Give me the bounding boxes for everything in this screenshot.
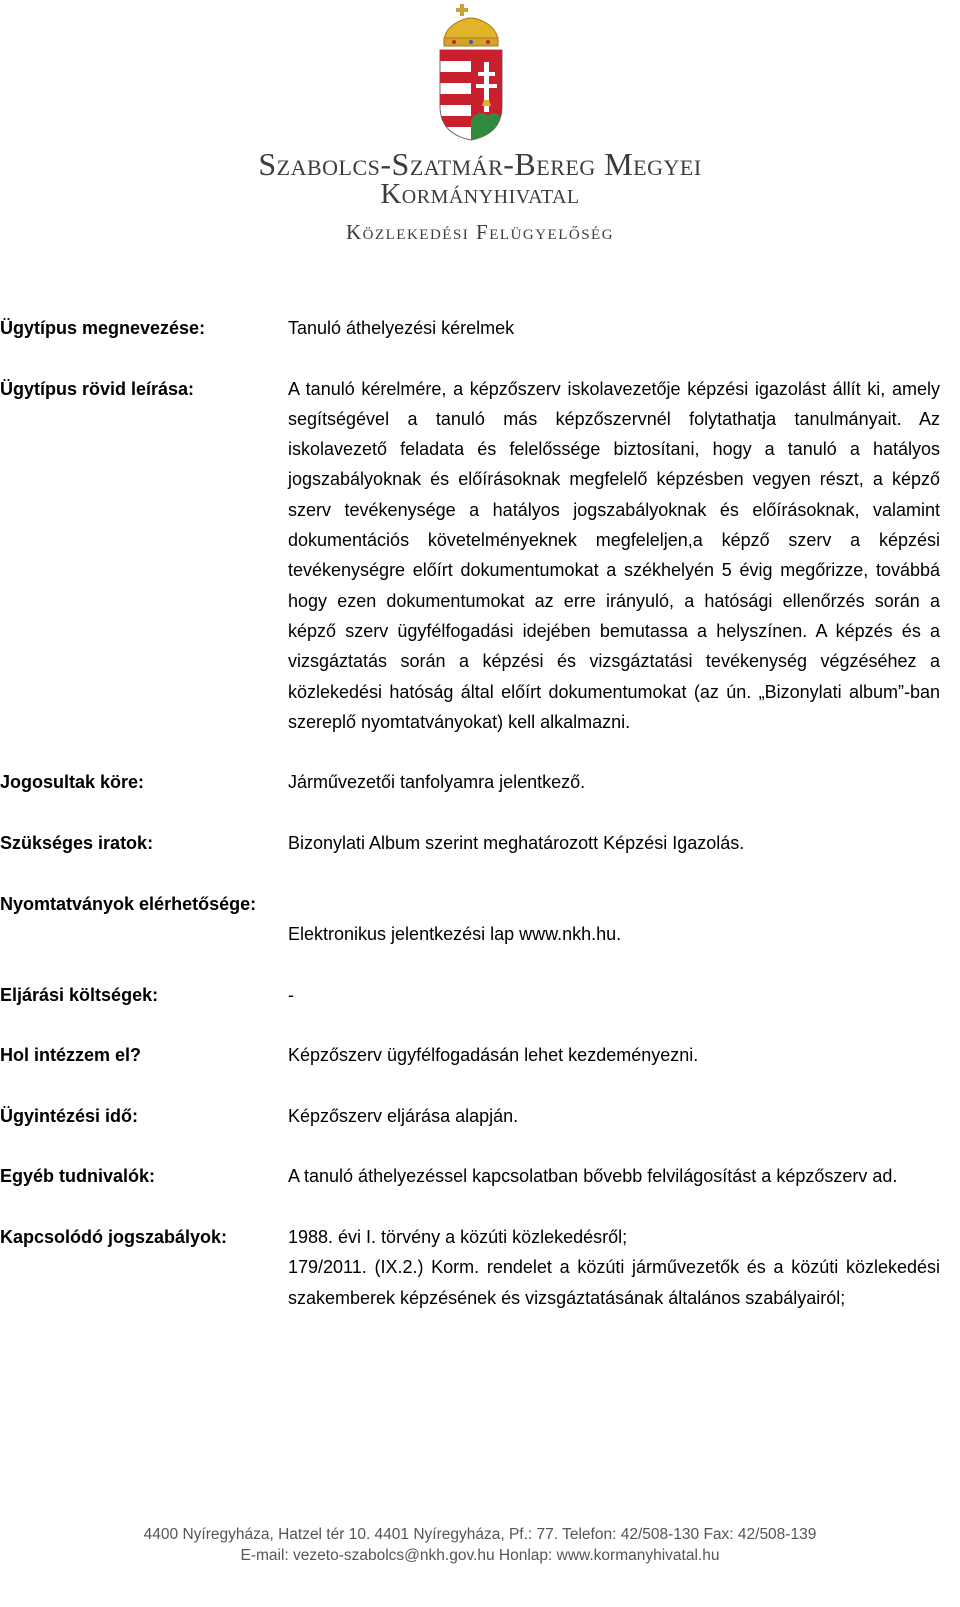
field-row-iratok: [0, 828, 945, 858]
field-label: Ügyintézési idő:: [0, 1105, 139, 1126]
field-value: A tanuló áthelyezéssel kapcsolatban bővebb felvilágosítást a képzőszerv ad.: [288, 1166, 898, 1187]
footer-contact: E-mail: vezeto-szabolcs@nkh.gov.hu Honlap: www.kormanyhivatal.hu: [240, 1547, 720, 1564]
field-value: A tanuló kérelmére, a képzőszerv iskolavezetője képzési igazolást állít ki, amely segítségével a tanuló más képzőszervnél folytathatja tanulmányait. Az iskolavezető feladata és felelőssége biztosítani, hogy a tanuló a hatályos jogszabályoknak és előírásoknak megfelelő képzésben vegyen részt, a képző szerv tevékenysége a hatályos jogszabályoknak és előírásoknak, valamint dokumentációs követelményeknek megfeleljen,a képző szerv a képzési tevékenységre előírt dokumentumokat a székhelyén 5 évig megőrizze, továbbá hogy ezen dokumentumokat az erre irányuló, a hatósági ellenőrzés során a képző szerv ügyfélfogadási idejében bemutassa a helyszínen. A képzés és a vizsgáztatás során a képzési és vizsgáztatási tevékenység végzéséhez a közlekedési hatóság által előírt dokumentumokat (az ún. „Bizonylati album”-ban szereplő nyomtatványokat) kell alkalmazni.: [288, 378, 940, 732]
field-value: Képzőszerv ügyfélfogadásán lehet kezdeményezni.: [288, 1045, 699, 1066]
field-value: Elektronikus jelentkezési lap www.nkh.hu.: [288, 923, 622, 944]
field-row-egyeb: [0, 1161, 945, 1191]
document-header: [0, 0, 960, 260]
field-row-hol: [0, 1040, 945, 1070]
law-reference: 1988. évi I. törvény a közúti közlekedésről;: [288, 1226, 628, 1247]
field-row-jogszabalyok: [0, 1222, 945, 1313]
field-row-ido: [0, 1101, 945, 1131]
field-value-group: [288, 1222, 940, 1313]
agency-name-line2: Kormányhivatal: [380, 178, 580, 210]
field-value: Bizonylati Album szerint meghatározott Képzési Igazolás.: [288, 833, 745, 854]
field-label: Kapcsolódó jogszabályok:: [0, 1226, 228, 1247]
field-value: Tanuló áthelyezési kérelmek: [288, 318, 515, 338]
field-label: Hol intézzem el?: [0, 1045, 142, 1066]
field-row-koltsegek: [0, 980, 945, 1010]
agency-department: Közlekedési Felügyelőség: [345, 220, 615, 244]
field-label: Ügytípus rövid leírása:: [0, 378, 195, 399]
field-row-nyomtatvanyok: [0, 889, 945, 950]
footer-address: 4400 Nyíregyháza, Hatzel tér 10. 4401 Nyíregyháza, Pf.: 77. Telefon: 42/508-130 Fax: 42/508-139: [143, 1526, 817, 1543]
case-info-table: [0, 313, 945, 1343]
field-value: Képzőszerv eljárása alapján.: [288, 1105, 519, 1126]
document-footer: [0, 1524, 960, 1566]
field-value: -: [288, 984, 294, 1005]
field-label: Jogosultak köre:: [0, 772, 145, 793]
field-row-leiras: [0, 374, 945, 738]
field-value: Járművezetői tanfolyamra jelentkező.: [288, 772, 586, 793]
coat-of-arms-emblem: [438, 2, 504, 142]
field-row-jogosultak: [0, 767, 945, 797]
field-label: Szükséges iratok:: [0, 833, 154, 854]
agency-name-line1: Szabolcs-Szatmár-Bereg Megyei: [258, 146, 702, 182]
field-label: Egyéb tudnivalók:: [0, 1166, 156, 1187]
field-row-ugytipus: [0, 313, 945, 343]
field-label: Nyomtatványok elérhetősége:: [0, 893, 257, 914]
field-label: Ügytípus megnevezése:: [0, 318, 206, 338]
law-reference: 179/2011. (IX.2.) Korm. rendelet a közúti járművezetők és a közúti közlekedési szakemberek képzésének és vizsgáztatásának általános szabályairól;: [288, 1257, 940, 1308]
field-label: Eljárási költségek:: [0, 984, 159, 1005]
